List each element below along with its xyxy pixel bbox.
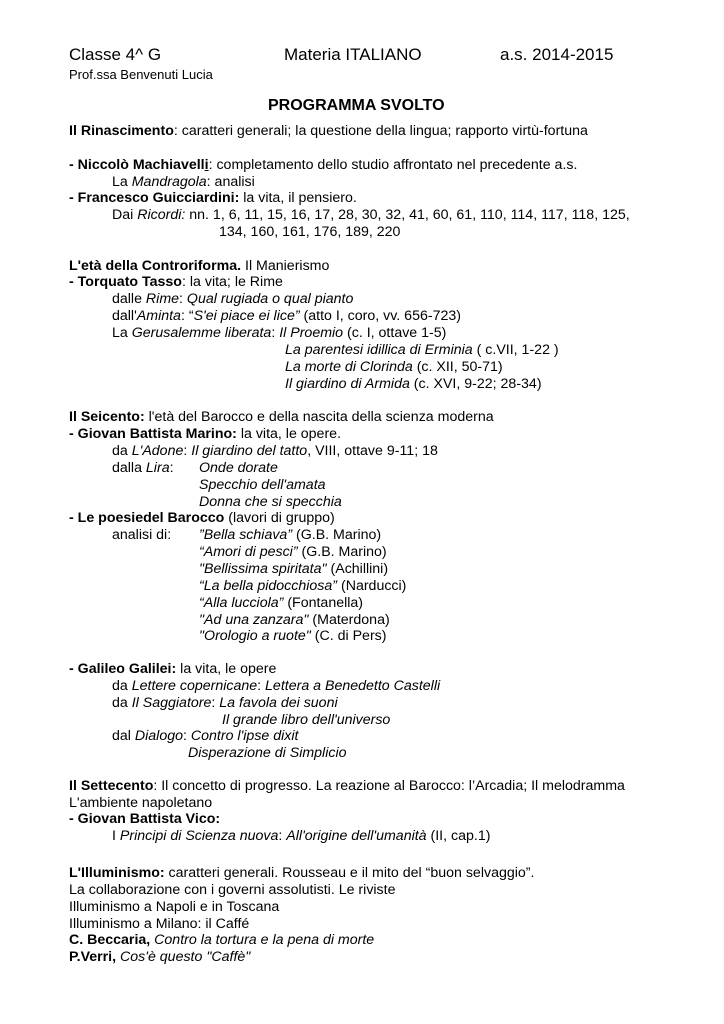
work-title: Lettere copernicane xyxy=(131,678,258,694)
illuminismo-line xyxy=(69,865,534,882)
work-title: L'Adone xyxy=(131,443,184,459)
page-title: PROGRAMMA SVOLTO xyxy=(268,97,445,114)
marino-desc: la vita, le opere. xyxy=(236,426,342,442)
poem-title: ”Bella schiava” xyxy=(199,527,293,543)
text: dall' xyxy=(112,308,137,324)
tasso-desc: : la vita; le Rime xyxy=(181,274,283,290)
poem-title: Donna che si specchia xyxy=(199,494,342,510)
guicciardini-line xyxy=(69,190,357,207)
marino-lira xyxy=(112,460,174,477)
illuminismo-desc: caratteri generali. Rousseau e il mito del “buon selvaggio”. xyxy=(164,865,535,881)
poem-title: “Amori di pesci” xyxy=(199,544,298,560)
poem-title: "Orologio a ruote" xyxy=(199,628,311,644)
text-title: All'origine dell'umanità xyxy=(286,828,427,844)
tasso-episode xyxy=(285,359,503,376)
work-title: Cos'è questo "Caffè" xyxy=(116,949,251,965)
poesie-heading: - Le poesiedel Barocco xyxy=(69,510,225,526)
text: (c. XVI, 9-22; 28-34) xyxy=(409,376,542,392)
machiavelli-name-end: i xyxy=(204,157,209,173)
poem-author: (G.B. Marino) xyxy=(297,544,387,560)
poesie-line xyxy=(69,510,335,527)
illuminismo-line-2: La collaborazione con i governi assolutisti. Le riviste xyxy=(69,882,396,898)
tasso-episode xyxy=(285,376,542,393)
poem-title: Il giardino del tatto xyxy=(191,443,308,459)
verri-name: P.Verri, xyxy=(69,949,117,965)
ricordi-numbers: nn. 1, 6, 11, 15, 16, 17, 28, 30, 32, 41, 60, 61, 110, 114, 117, 118, 125, xyxy=(185,207,630,223)
poem-author: (C. di Pers) xyxy=(310,628,387,644)
poem-title: Onde dorate xyxy=(199,460,278,476)
lira-poem xyxy=(199,460,278,477)
poem-title: "Bellissima spiritata" xyxy=(199,561,327,577)
tasso-aminta xyxy=(112,308,461,325)
poem-title: Qual rugiada o qual pianto xyxy=(186,291,354,307)
text-title: Contro l'ipse dixit xyxy=(190,728,299,744)
text: : xyxy=(183,728,191,744)
text: (c. XII, 50-71) xyxy=(412,359,503,375)
text: : xyxy=(257,678,266,694)
text: : xyxy=(278,828,287,844)
poem-item xyxy=(199,628,387,645)
settecento-line xyxy=(69,778,625,795)
machiavelli-line xyxy=(69,157,577,174)
text: da xyxy=(112,695,132,711)
text: dal xyxy=(112,728,135,744)
settecento-line-2: L'ambiente napoletano xyxy=(69,795,213,811)
poem-title: S'ei piace ei lice” xyxy=(193,308,300,324)
text: (atto I, coro, vv. 656-723) xyxy=(299,308,461,324)
galilei-saggiatore-2 xyxy=(222,712,390,729)
episode-title: La parentesi idillica di Erminia xyxy=(285,342,473,358)
school-year: a.s. 2014-2015 xyxy=(500,45,614,64)
galilei-line xyxy=(69,661,276,678)
text: : analisi xyxy=(206,174,255,190)
poem-author: (Fontanella) xyxy=(283,595,364,611)
text: : xyxy=(169,460,174,476)
lira-poem xyxy=(199,494,342,511)
illuminismo-heading: L'Illuminismo: xyxy=(69,865,165,881)
rinascimento-heading: Il Rinascimento xyxy=(69,123,174,139)
tasso-line xyxy=(69,274,283,291)
tasso-gerusalemme xyxy=(112,325,446,342)
text-title: Lettera a Benedetto Castelli xyxy=(265,678,441,694)
poem-item xyxy=(199,612,390,629)
work-title: Principi di Scienza nuova xyxy=(119,828,279,844)
galilei-lettere xyxy=(112,678,440,695)
beccaria-line xyxy=(69,932,374,949)
poem-author: (Narducci) xyxy=(337,578,407,594)
galilei-dialogo xyxy=(112,728,298,745)
text: (c. I, ottave 1-5) xyxy=(343,325,447,341)
episode-title: Il Proemio xyxy=(279,325,344,341)
text: , VIII, ottave 9-11; 18 xyxy=(307,443,438,459)
text: La xyxy=(112,174,132,190)
text: dalle xyxy=(112,291,146,307)
work-title: Dialogo xyxy=(134,728,183,744)
illuminismo-line-4: Illuminismo a Milano: il Caffé xyxy=(69,916,250,932)
text-title: Disperazione di Simplicio xyxy=(188,745,347,761)
work-title: Ricordi: xyxy=(137,207,186,223)
subject-label: Materia ITALIANO xyxy=(284,45,422,64)
work-title: Aminta xyxy=(136,308,181,324)
poem-item xyxy=(199,578,406,595)
text: : xyxy=(183,443,192,459)
controriforma-heading: L'età della Controriforma. xyxy=(69,258,242,274)
text-title: La favola dei suoni xyxy=(219,695,338,711)
machiavelli-name: - Niccolò Machiavell xyxy=(69,157,205,173)
poem-item xyxy=(199,561,388,578)
ricordi-line xyxy=(112,207,630,224)
vico-line xyxy=(69,811,220,828)
lira-poem xyxy=(199,477,326,494)
settecento-heading: Il Settecento xyxy=(69,778,154,794)
seicento-desc: l'età del Barocco e della nascita della scienza moderna xyxy=(144,409,494,425)
tasso-episode xyxy=(285,342,559,359)
controriforma-line xyxy=(69,258,329,275)
poem-title: "Ad una zanzara" xyxy=(199,612,309,628)
poem-item xyxy=(199,595,363,612)
text: ( c.VII, 1-22 ) xyxy=(472,342,559,358)
guicciardini-desc: la vita, il pensiero. xyxy=(239,190,357,206)
episode-title: Il giardino di Armida xyxy=(285,376,410,392)
beccaria-name: C. Beccaria, xyxy=(69,932,151,948)
work-title: Lira xyxy=(145,460,170,476)
text: : xyxy=(211,695,220,711)
seicento-heading: Il Seicento: xyxy=(69,409,145,425)
text: Dai xyxy=(112,207,138,223)
text: (II, cap.1) xyxy=(426,828,491,844)
class-label: Classe 4^ G xyxy=(69,45,162,64)
illuminismo-line-3: Illuminismo a Napoli e in Toscana xyxy=(69,899,280,915)
poem-title: “La bella pidocchiosa” xyxy=(199,578,338,594)
text: dalla xyxy=(112,460,146,476)
poesie-desc: (lavori di gruppo) xyxy=(224,510,335,526)
marino-name: - Giovan Battista Marino: xyxy=(69,426,237,442)
text: I xyxy=(112,828,120,844)
controriforma-desc: Il Manierismo xyxy=(241,258,330,274)
text: La xyxy=(112,325,132,341)
vico-name: - Giovan Battista Vico: xyxy=(69,811,221,827)
tasso-name: - Torquato Tasso xyxy=(69,274,182,290)
galilei-name: - Galileo Galilei: xyxy=(69,661,177,677)
seicento-line xyxy=(69,409,494,426)
poem-item xyxy=(199,544,387,561)
tasso-rime xyxy=(112,291,353,308)
poem-title: Specchio dell'amata xyxy=(199,477,326,493)
work-title: Mandragola xyxy=(131,174,207,190)
marino-adone xyxy=(112,443,438,460)
poem-author: (Materdona) xyxy=(308,612,390,628)
poem-author: (G.B. Marino) xyxy=(292,527,382,543)
text: : xyxy=(271,325,280,341)
analisi-label: analisi di: xyxy=(112,527,172,543)
text: da xyxy=(112,678,132,694)
machiavelli-desc: : completamento dello studio affrontato nel precedente a.s. xyxy=(208,157,578,173)
work-title: Rime xyxy=(145,291,180,307)
settecento-desc: : Il concetto di progresso. La reazione al Barocco: l’Arcadia; Il melodramma xyxy=(153,778,625,794)
text-title: Il grande libro dell'universo xyxy=(222,712,391,728)
episode-title: La morte di Clorinda xyxy=(285,359,413,375)
galilei-dialogo-2 xyxy=(188,745,347,762)
poem-title: “Alla lucciola” xyxy=(199,595,284,611)
text: : xyxy=(179,291,187,307)
machiavelli-work xyxy=(112,174,255,191)
rinascimento-line xyxy=(69,123,588,140)
galilei-desc: la vita, le opere xyxy=(176,661,277,677)
galilei-saggiatore xyxy=(112,695,338,712)
poem-author: (Achillini) xyxy=(326,561,389,577)
vico-work xyxy=(112,828,490,845)
guicciardini-name: - Francesco Guicciardini: xyxy=(69,190,240,206)
work-title: Contro la tortura e la pena di morte xyxy=(150,932,375,948)
verri-line xyxy=(69,949,250,966)
ricordi-numbers-2: 134, 160, 161, 176, 189, 220 xyxy=(219,224,401,240)
work-title: Il Saggiatore xyxy=(131,695,212,711)
teacher-name: Prof.ssa Benvenuti Lucia xyxy=(69,67,213,82)
text: : “ xyxy=(180,308,194,324)
poem-item xyxy=(199,527,381,544)
work-title: Gerusalemme liberata xyxy=(131,325,272,341)
marino-line xyxy=(69,426,341,443)
text: da xyxy=(112,443,132,459)
rinascimento-desc: : caratteri generali; la questione della lingua; rapporto virtù-fortuna xyxy=(173,123,588,139)
